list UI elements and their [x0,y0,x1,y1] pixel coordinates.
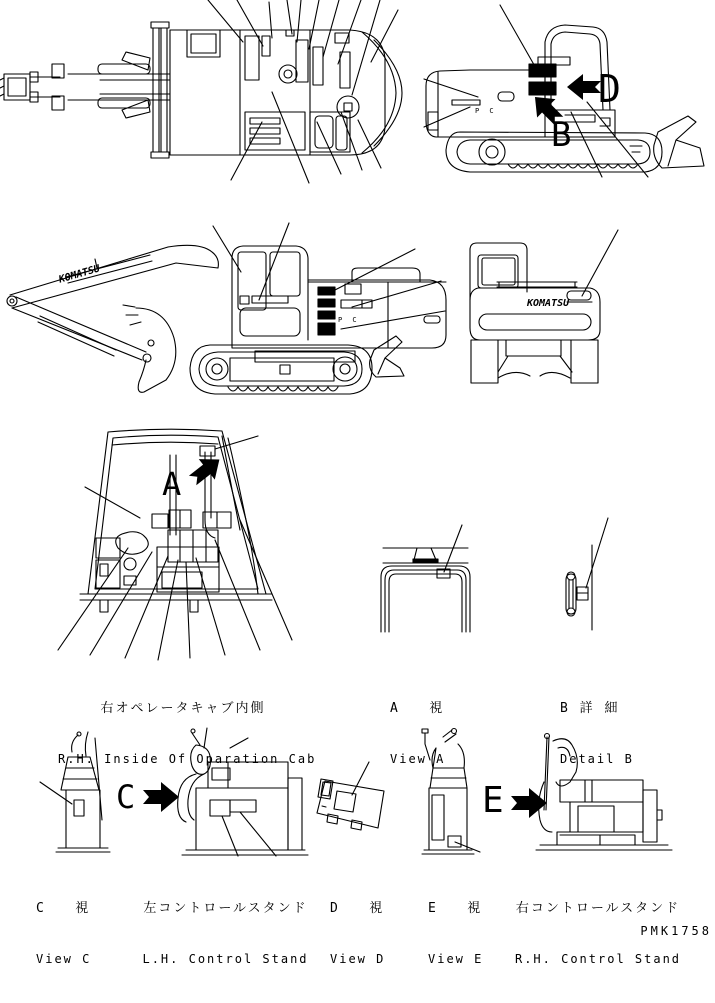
monitor-box [152,514,168,528]
caption-view-c-jp: C 視 [36,901,91,916]
vent-stripe-black [318,323,335,335]
counterweight-arcs [362,32,402,153]
caption-detail-b-en: Detail B [560,752,634,766]
frame-legs [498,356,572,378]
direction-arrow-d [567,74,601,100]
cab-small-plate [240,296,249,304]
caption-view-c-en: View C [36,952,92,966]
cab-outline [88,429,266,594]
blade [370,336,404,377]
left-console-inner [100,564,108,576]
track-right [571,340,598,383]
boom-cylinder [98,64,150,74]
small-plate [124,576,136,585]
caption-view-d [330,866,410,1002]
body-slot [424,316,440,323]
cab-window-inner [482,258,515,285]
caption-cab-inside [58,666,317,802]
arm-lines [30,77,60,97]
deck-grill-slats [250,118,280,144]
pedal-knob [124,558,136,570]
leader-line [586,518,608,588]
view-marker-d: D [598,67,621,111]
view-marker-b: B [551,115,572,155]
body-strip [341,300,372,308]
body-outline [426,70,545,137]
base-plate [182,850,308,855]
sprocket-detail [630,146,642,152]
cab-top-inner [191,34,216,53]
caption-view-e [428,866,508,1002]
deck-panel-inner [315,116,333,148]
idler-wheel [479,139,505,165]
model-marking-main: P C [338,316,360,324]
tiny-mark [322,806,326,807]
seat-base-inner [162,572,202,588]
fuel-cap-square [344,103,352,111]
bucket-teeth [0,78,4,96]
deck-cap [279,65,297,83]
handle-end [567,608,575,616]
wiper-motor-base [413,559,438,563]
caption-lh-stand-jp: 左コントロールスタンド [143,901,308,916]
cab-lower-panel [240,308,300,336]
deck-cap [284,70,292,78]
caption-cab-inside-en: R.H. Inside Of Oparation Cab [58,752,317,766]
deck-dividers [240,30,310,155]
caption-lh-stand [133,866,318,1002]
cab-label-strip [252,296,288,303]
boom [10,245,218,308]
idler-wheel [486,146,498,158]
caption-view-a-en: View A [390,752,446,766]
caption-view-d-en: View D [330,952,386,966]
model-marking-side: P C [475,107,497,115]
sprocket-wheel [333,357,357,381]
leader-line [582,230,618,296]
idler-wheel [212,364,222,374]
fuel-cap [337,96,359,118]
caption-lh-stand-en: L.H. Control Stand [142,952,309,966]
top-plan-view [0,0,402,183]
caption-detail-b [560,666,660,802]
clevis [52,64,64,78]
leader-lines [58,487,292,660]
deck-hatch [296,40,308,82]
seat-base [157,547,219,567]
wiper-motor [414,548,436,560]
boom-lines [68,74,170,100]
label-plate-black [529,64,556,77]
corner-plate [200,446,215,456]
cab-window [478,255,518,288]
base-plate [56,848,110,852]
vent-stripe-black [318,311,335,319]
leader-lines [208,0,398,95]
caption-rh-stand-jp: 右コントロールスタンド [515,901,681,916]
track-frame-plate [280,365,290,374]
boom-foot-pin [10,299,14,303]
boom-foot-pin [7,296,17,306]
base-steps [557,832,643,845]
center-frame [506,340,561,356]
deck-hatch [313,47,323,85]
track-cap [151,22,169,28]
caption-view-e-en: View E [428,952,484,966]
handle-end [567,572,575,580]
track-cap [151,152,169,158]
vent-stripe-black [318,299,335,307]
clevis [52,96,64,110]
view-marker-e: E [482,780,504,821]
detail-b-drawing [566,518,608,630]
caption-rh-stand-en: R.H. Control Stand [514,952,682,966]
label-plate [74,800,84,816]
arm-cylinder [38,316,116,356]
lever-blob [116,532,149,555]
window-frame-mid [385,570,466,632]
idler-wheel [206,358,228,380]
caption-view-e-jp: E 視 [428,901,483,916]
caption-view-a-jp: A 視 [390,701,445,716]
komatsu-logo-rear: KOMATSU [527,298,570,309]
leader-line [215,436,258,449]
arm [12,297,146,360]
label-plate-black [529,82,556,95]
caption-view-d-jp: D 視 [330,901,385,916]
tail-lamp-plate [567,291,591,300]
direction-arrow-e [511,788,547,818]
view-marker-a: A [162,465,182,503]
side-view-main [7,223,446,394]
deck-panel-inner [336,116,347,150]
komatsu-logo-boom: KOMATSU [57,263,102,286]
leader-line [352,762,369,795]
switch-plate [210,800,230,816]
cab-side-window [270,252,300,296]
bucket-link-pin [148,340,154,346]
body-detail [438,72,480,137]
cab-interior-view [58,429,292,660]
lower-box-inner [578,806,614,832]
base-plate [536,845,672,850]
track-left [471,340,498,383]
deck-hatch [286,30,294,36]
deck-hatch [245,36,259,80]
body-plate [345,284,361,294]
caption-detail-b-jp: B 詳 細 [560,701,620,716]
caption-view-c [36,866,116,1002]
label-plate [448,836,461,847]
track-shoes [228,387,338,391]
sprocket-wheel [340,364,350,374]
base-plate [422,850,474,854]
view-marker-c: C [116,778,136,816]
track-band [153,28,159,152]
stand-ribs [180,530,206,562]
drawing-code: PMK1758 [640,924,712,938]
view-d-plate [317,762,384,830]
window-frame [381,566,470,632]
body-strip-divider [362,282,388,348]
handle [498,92,514,101]
side-bump [657,810,662,820]
window-frame-inner [389,574,462,632]
caption-cab-inside-jp: 右オペレータキャブ内側 [100,701,266,716]
cab-inner [551,32,603,110]
deck-hatch [340,52,350,88]
vent-stripe-black [318,287,335,295]
swing-pedestal [255,351,355,362]
tall-rod [544,737,549,810]
body-outline [232,280,446,348]
roof-lines [112,442,218,445]
bucket-pin [143,354,151,362]
caption-view-a [390,666,480,802]
track-shoes [508,164,638,168]
bucket-top-inner [8,78,26,96]
counterweight-slot [479,314,591,330]
view-a-drawing [381,525,470,632]
track-band [161,28,167,152]
deck-panel [310,112,350,152]
